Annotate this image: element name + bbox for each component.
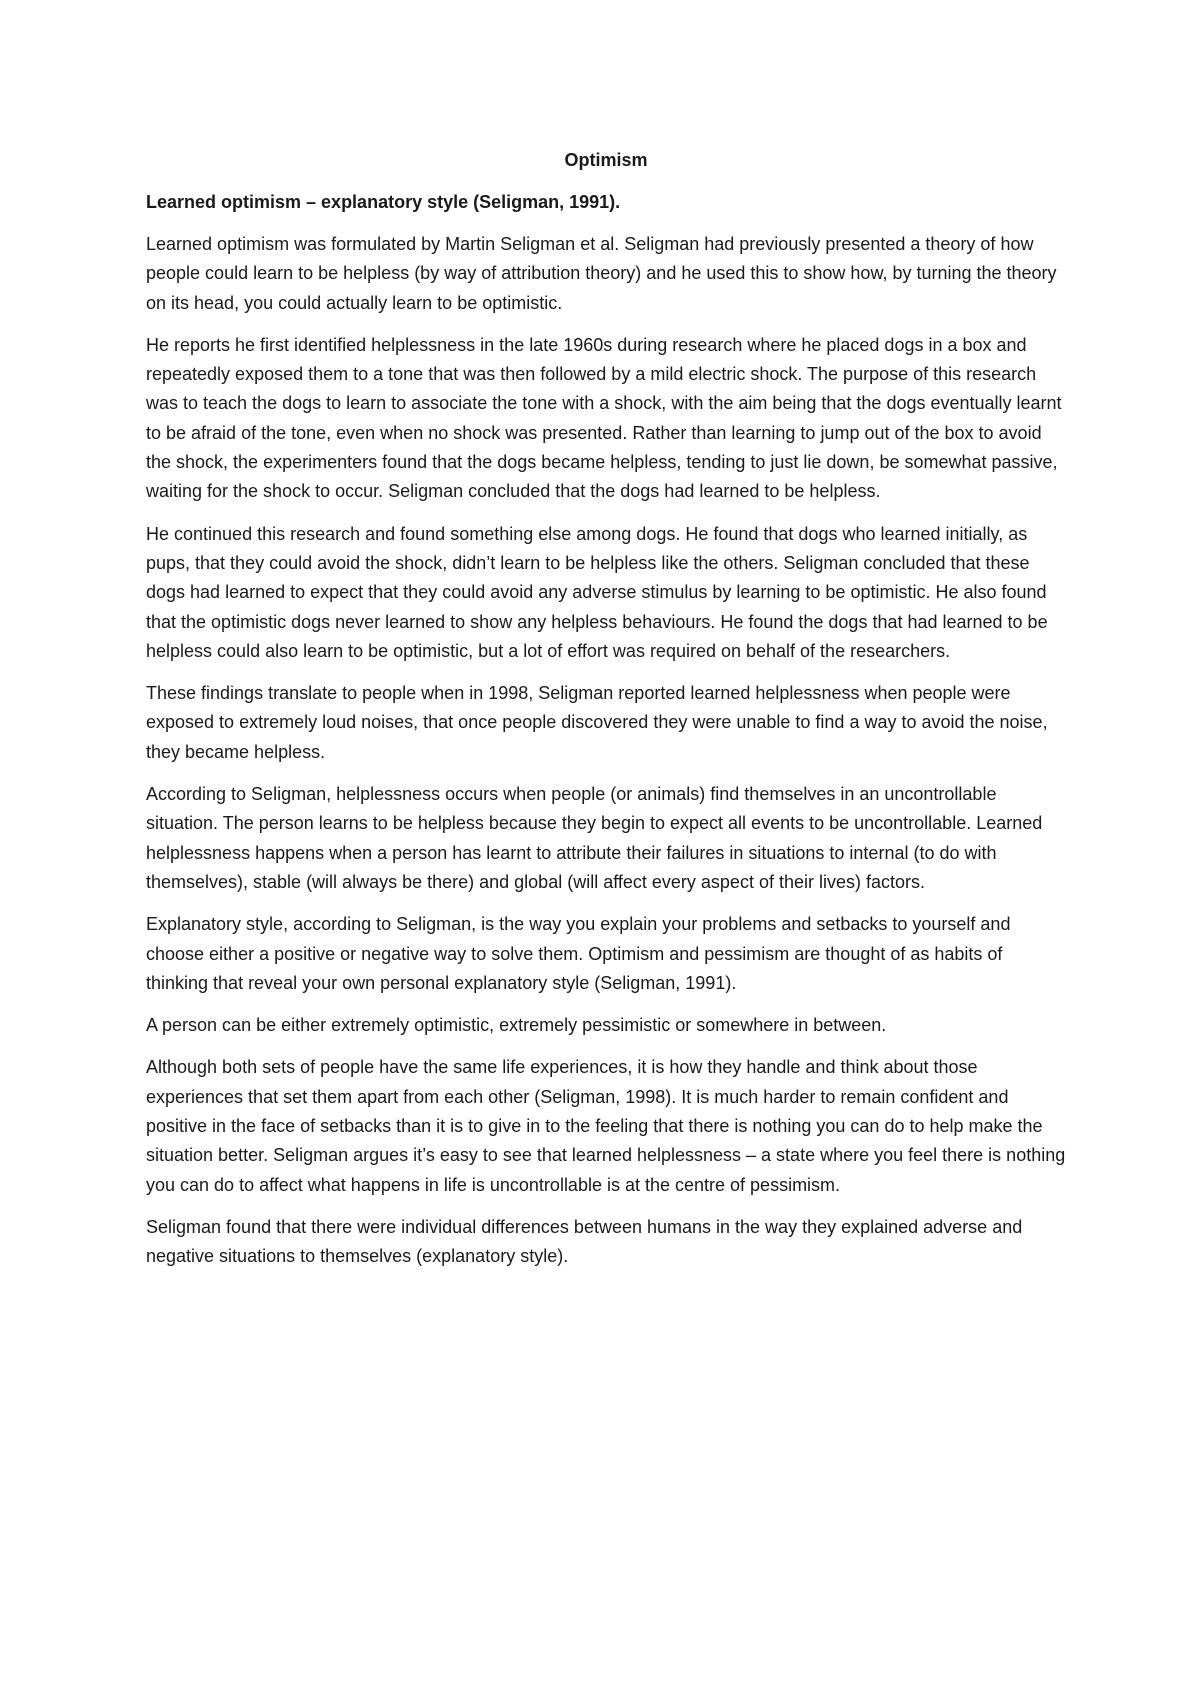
section-heading: Learned optimism – explanatory style (Seligman, 1991). [146,192,621,212]
document-title: Optimism [564,150,648,170]
paragraph-6: Explanatory style, according to Seligman, is the way you explain your problems and setbacks to yourself and choose either a positive or negative way to solve them. Optimism and pessimism are thought of as habits of thinking that reveal your own personal explanatory style (Seligman, 1991). [146,914,1011,993]
paragraph-3: He continued this research and found something else among dogs. He found that dogs who learned initially, as pups, that they could avoid the shock, didn’t learn to be helpless like the others. Seligman concluded that these dogs had learned to expect that they could avoid any adverse stimulus by learning to be optimistic. He also found that the optimistic dogs never learned to show any helpless behaviours. He found the dogs that had learned to be helpless could also learn to be optimistic, but a lot of effort was required on behalf of the researchers. [146,523,1048,661]
paragraph-7: A person can be either extremely optimistic, extremely pessimistic or somewhere in between. [146,1015,887,1036]
paragraph-2: He reports he first identified helplessness in the late 1960s during research where he placed dogs in a box and repeatedly exposed them to a tone that was then followed by a mild electric shock. The purpose of this research was to teach the dogs to learn to associate the tone with a shock, with the aim being that the dogs eventually learnt to be afraid of the tone, even when no shock was presented. Rather than learning to jump out of the box to avoid the shock, the experimenters found that the dogs became helpless, tending to just lie down, be somewhat passive, waiting for the shock to occur. Seligman concluded that the dogs had learned to be helpless. [146,334,1062,502]
paragraph-9: Seligman found that there were individual differences between humans in the way they explained adverse and negative situations to themselves (explanatory style). [146,1216,1023,1267]
paragraph-8: Although both sets of people have the same life experiences, it is how they handle and think about those experiences that set them apart from each other (Seligman, 1998). It is much harder to remain confident and positive in the face of setbacks than it is to give in to the feeling that there is nothing you can do to help make the situation better. Seligman argues it’s easy to see that learned helplessness – a state where you feel there is nothing you can do to affect what happens in life is uncontrollable is at the centre of pessimism. [146,1057,1066,1195]
paragraph-5: According to Seligman, helplessness occurs when people (or animals) find themselves in an uncontrollable situation. The person learns to be helpless because they begin to expect all events to be uncontrollable. Learned helplessness happens when a person has learnt to attribute their failures in situations to internal (to do with themselves), stable (will always be there) and global (will affect every aspect of their lives) factors. [146,784,1043,892]
document-body [146,146,1066,1285]
paragraph-1: Learned optimism was formulated by Martin Seligman et al. Seligman had previously presented a theory of how people could learn to be helpless (by way of attribution theory) and he used this to show how, by turning the theory on its head, you could actually learn to be optimistic. [146,234,1057,313]
paragraph-4: These findings translate to people when in 1998, Seligman reported learned helplessness when people were exposed to extremely loud noises, that once people discovered they were unable to find a way to avoid the noise, they became helpless. [146,683,1048,762]
